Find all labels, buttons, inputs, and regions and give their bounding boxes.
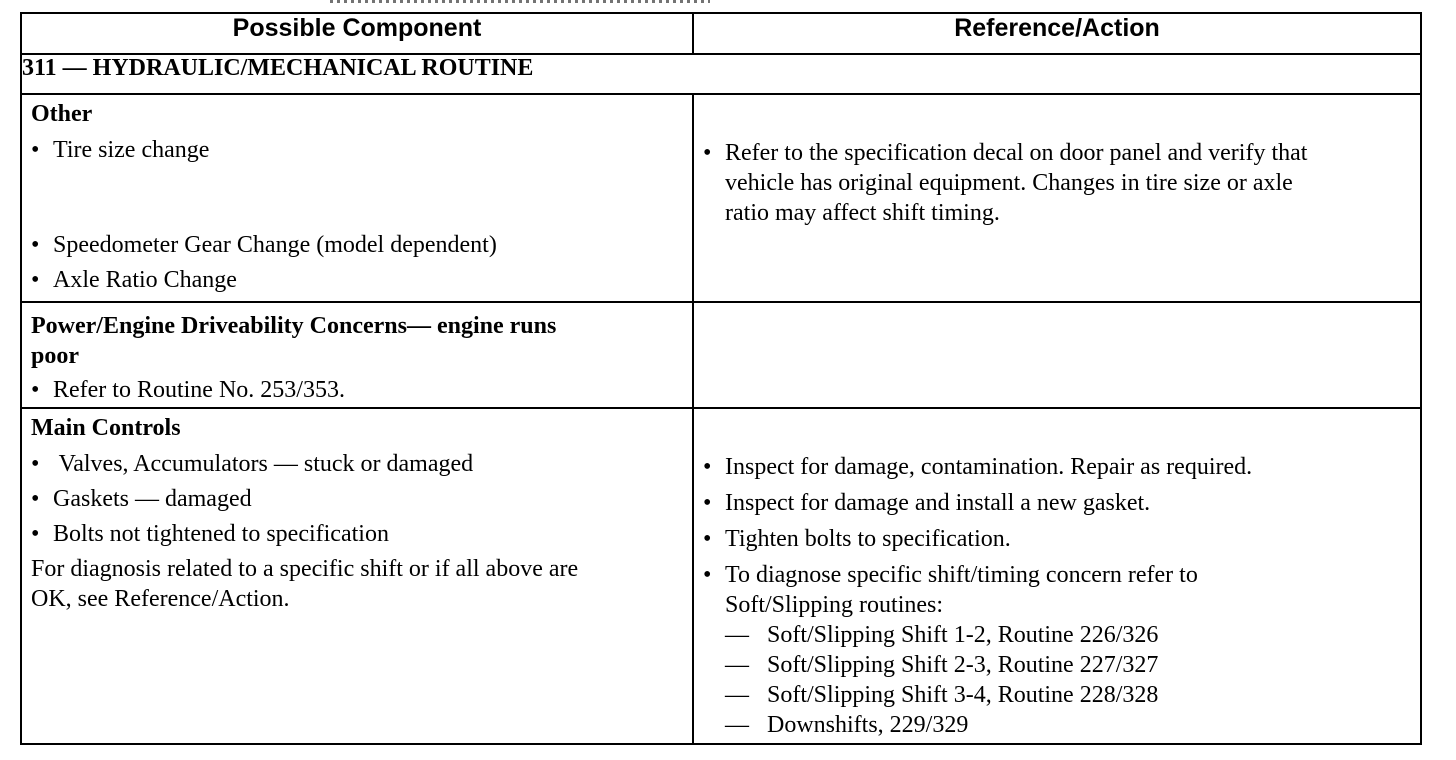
bullet-icon: • xyxy=(703,562,712,588)
section-title-other: Other xyxy=(31,101,93,127)
diagnosis-note: For diagnosis related to a specific shift or if all above are OK, see Reference/Action. xyxy=(31,556,579,612)
list-item: • Gaskets — damaged xyxy=(31,486,252,512)
bullet-icon: • xyxy=(31,232,40,258)
cell-power-action xyxy=(693,302,1421,408)
list-item: • Tighten bolts to specification. xyxy=(703,526,1011,552)
diagnosis-table xyxy=(20,12,1422,745)
table-row-other xyxy=(21,94,1421,302)
bullet-icon: • xyxy=(703,140,712,166)
table-row-power xyxy=(21,302,1421,408)
routine-title: 311 — HYDRAULIC/MECHANICAL ROUTINE xyxy=(21,54,1421,94)
table-header-row xyxy=(21,13,1421,54)
bullet-icon: • xyxy=(31,486,40,512)
bullet-icon: • xyxy=(703,490,712,516)
subroutine-item: — Soft/Slipping Shift 1-2, Routine 226/326 xyxy=(725,622,1159,648)
routine-title-row xyxy=(21,54,1421,94)
subroutine-item: — Soft/Slipping Shift 2-3, Routine 227/327 xyxy=(725,652,1159,678)
list-item: • Axle Ratio Change xyxy=(31,267,237,293)
bullet-icon: • xyxy=(703,526,712,552)
cell-other-components xyxy=(21,94,693,302)
dash-icon: — xyxy=(725,712,749,738)
subroutine-item: — Downshifts, 229/329 xyxy=(725,712,969,738)
bullet-icon: • xyxy=(31,451,40,477)
list-item: • Refer to the specification decal on door panel and verify that vehicle has original equipment. Changes in tire size or axle ratio may affect shift timing. xyxy=(703,140,1308,226)
dash-icon: — xyxy=(725,682,749,708)
table-row-main-controls xyxy=(21,408,1421,744)
list-item: • Inspect for damage and install a new gasket. xyxy=(703,490,1151,516)
list-item: • Valves, Accumulators — stuck or damaged xyxy=(31,451,474,477)
list-item: • Tire size change xyxy=(31,137,210,163)
list-item: • Inspect for damage, contamination. Repair as required. xyxy=(703,454,1253,480)
list-item: • Speedometer Gear Change (model dependent) xyxy=(31,232,497,258)
dash-icon: — xyxy=(725,622,749,648)
cell-power-components xyxy=(21,302,693,408)
list-item: • Bolts not tightened to specification xyxy=(31,521,389,547)
cell-main-components xyxy=(21,408,693,744)
list-item: • Refer to Routine No. 253/353. xyxy=(31,377,345,403)
header-possible-component: Possible Component xyxy=(21,13,693,54)
bullet-icon: • xyxy=(703,454,712,480)
list-item: • To diagnose specific shift/timing concern refer to Soft/Slipping routines: — Soft/Slipping Shift 1-2, Routine 226/326 — Soft/Slipping Shift 2-3, Routine 227/327 — Soft/Slipping Shift 3-4, Routine 228/328 — Downshifts, 229/329 xyxy=(694,560,1420,740)
dash-icon: — xyxy=(725,652,749,678)
header-reference-action: Reference/Action xyxy=(693,13,1421,54)
bullet-icon: • xyxy=(31,521,40,547)
section-title-main-controls: Main Controls xyxy=(31,415,181,441)
bullet-icon: • xyxy=(31,267,40,293)
cell-other-action xyxy=(693,94,1421,302)
bullet-icon: • xyxy=(31,377,40,403)
cell-main-actions xyxy=(693,408,1421,744)
section-title-power: Power/Engine Driveability Concerns— engine runs poor xyxy=(31,313,557,369)
subroutine-item: — Soft/Slipping Shift 3-4, Routine 228/328 xyxy=(725,682,1159,708)
bullet-icon: • xyxy=(31,137,40,163)
cropped-text-fragment xyxy=(330,0,710,3)
